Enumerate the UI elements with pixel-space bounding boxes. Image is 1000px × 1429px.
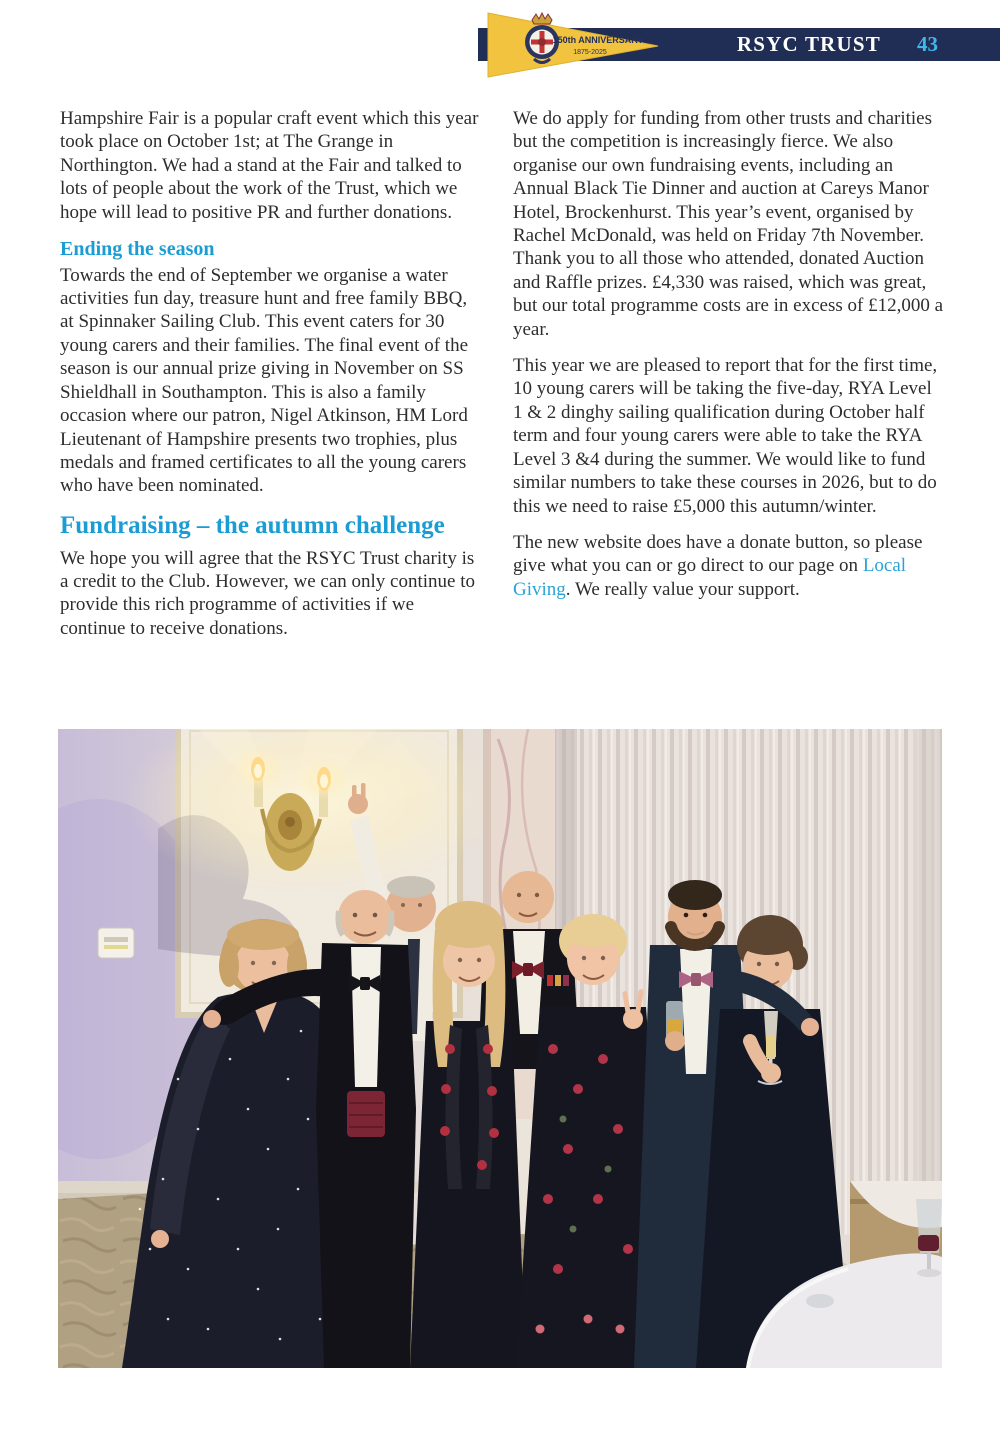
svg-text:150th ANNIVERSARY: 150th ANNIVERSARY	[552, 35, 644, 45]
ending-the-season-heading: Ending the season	[60, 238, 215, 261]
svg-text:1875-2025: 1875-2025	[573, 49, 607, 56]
donate-text-before: The new website does have a donate button, so please give what you can or go direct to our page on	[513, 531, 923, 577]
left-column	[60, 107, 484, 653]
page-number: 43	[917, 32, 938, 56]
rsyc-pennant-icon	[486, 10, 662, 80]
fundraising-paragraph: We hope you will agree that the RSYC Trust charity is a credit to the Club. However, we can only continue to provide this rich programme of activities if we continue to receive donations.	[60, 547, 476, 639]
fundraising-heading: Fundraising – the autumn challenge	[60, 511, 445, 539]
season-paragraph: Towards the end of September we organise a water activities fun day, treasure hunt and free family BBQ, at Spinnaker Sailing Club. This event caters for 30 young carers and their families. The final event of the season is our annual prize giving in November on SS Shieldhall in Southampton. This is also a family occasion where our patron, Nigel Atkinson, HM Lord Lieutenant of Hampshire presents two trophies, plus medals and framed certificates to all the young carers who have been nominated.	[60, 264, 468, 497]
intro-paragraph: Hampshire Fair is a popular craft event which this year took place on October 1st; at The Grange in Northington. We had a stand at the Fair and talked to lots of people about the work of the Trust, which we hope will lead to positive PR and further donations.	[60, 108, 479, 223]
page-title: RSYC TRUST	[736, 32, 881, 56]
donate-paragraph	[513, 531, 945, 601]
donate-text-after: . We really value your support.	[565, 578, 800, 600]
rya-paragraph: This year we are pleased to report that for the first time, 10 young carers will be taking the five-day, RYA Level 1 & 2 dinghy sailing qualification during October half term and four young carers were able to take the RYA Level 3 &4 during the summer. We would like to fund similar numbers to take these courses in 2026, but to do this we need to raise £5,000 this autumn/winter.	[513, 355, 938, 517]
funding-paragraph: We do apply for funding from other trusts and charities but the competition is increasingly fierce. We also organise our own fundraising events, including an Annual Black Tie Dinner and auction at Careys Manor Hotel, Brockenhurst. This year’s event, organised by Rachel McDonald, was held on Friday 7th November. Thank you to all those who attended, donated Auction and Raffle prizes. £4,330 was raised, which was great, but our total programme costs are in excess of £12,000 a year.	[513, 108, 944, 340]
event-photo	[58, 729, 942, 1368]
local-giving-link[interactable]: Local Giving	[513, 555, 907, 600]
right-column	[513, 107, 945, 614]
